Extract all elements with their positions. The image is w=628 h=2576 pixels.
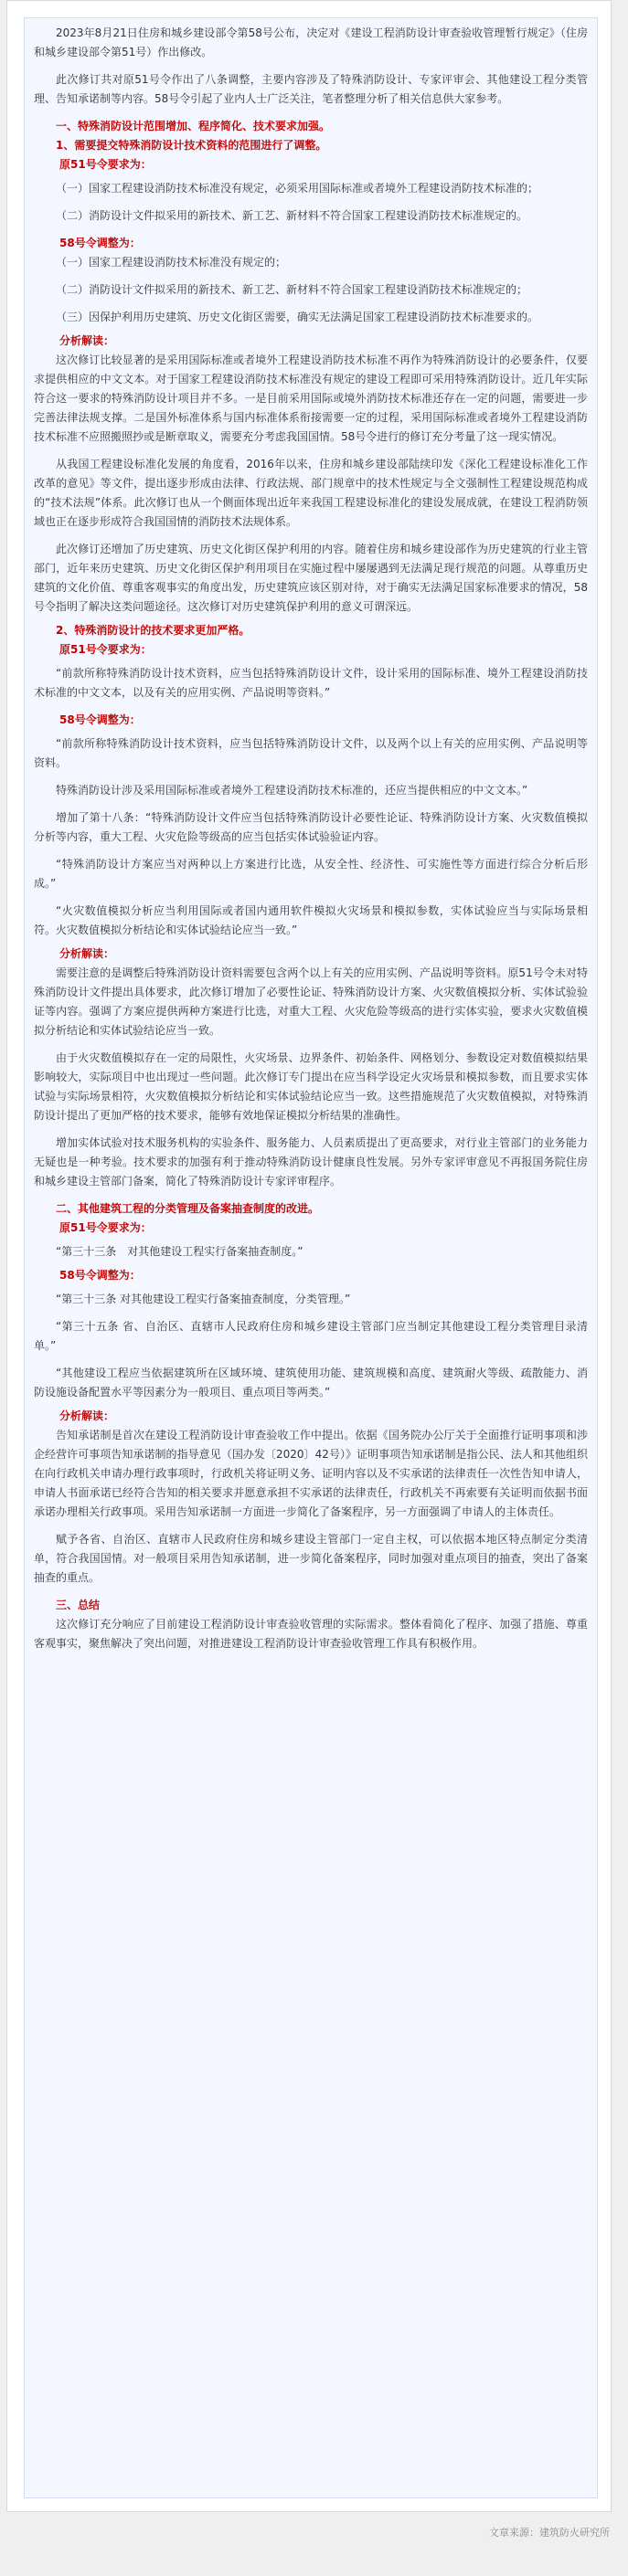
analysis-label: 分析解读：	[59, 1409, 115, 1422]
analysis-paragraph: 由于火灾数值模拟存在一定的局限性，火灾场景、边界条件、初始条件、网格划分、参数设定对数值模拟结果影响较大，实际项目中也出现过一些问题。此次修订专门提出在应当科学设定火灾场景和模拟参数，而且要求实体试验与实际场景相符，火灾数值模拟分析结论和实体试验结论应当一致。这些措施规范了火灾数值模拟，对特殊消防设计提出了更加严格的技术要求，能够有效地保证模拟分析结果的准确性。	[34, 1051, 588, 1122]
analysis-paragraph: 这次修订比较显著的是采用国际标准或者境外工程建设消防技术标准不再作为特殊消防设计的必要条件，仅要求提供相应的中文文本。对于国家工程建设消防技术标准没有规定的建设工程即可采用特殊消防设计。近几年实际符合这一要求的特殊消防设计项目并不多。一是目前采用国际或境外消防技术标准还存在一定的问题，需要进一步完善法律法规支撑。二是国外标准体系与国内标准体系衔接需要一定的过程，采用国际标准或者境外工程建设消防技术标准不应照搬照抄或是断章取义，需要充分考虑我国国情。58号令进行的修订充分考量了这一现实情况。	[34, 354, 588, 443]
orig-quote: “前款所称特殊消防设计技术资料，应当包括特殊消防设计文件，设计采用的国际标准、境外工程建设消防技术标准的中文文本，以及有关的应用实例、产品说明等资料。”	[34, 667, 588, 699]
new-quote: “火灾数值模拟分析应当利用国际或者国内通用软件模拟火灾场景和模拟参数，实体试验应当与实际场景相符。火灾数值模拟分析结论和实体试验结论应当一致。”	[34, 904, 588, 936]
analysis-label: 分析解读：	[59, 947, 115, 960]
analysis-paragraph: 从我国工程建设标准化发展的角度看，2016年以来，住房和城乡建设部陆续印发《深化工程建设标准化工作改革的意见》等文件，提出逐步形成由法律、行政法规、部门规章中的技术性规定与全文强制性工程建设规范构成的“技术法规”体系。此次修订也从一个侧面体现出近年来我国工程建设标准化的建设发展成就，在建设工程消防领域也正在逐步形成符合我国国情的消防技术法规体系。	[34, 458, 588, 528]
analysis-paragraph: 赋予各省、自治区、直辖市人民政府住房和城乡建设主管部门一定自主权，可以依据本地区特点制定分类清单，符合我国国情。对一般项目采用告知承诺制，进一步简化备案程序，同时加强对重点项目的抽查，突出了备案抽查的重点。	[34, 1533, 588, 1584]
new-quote: “特殊消防设计方案应当对两种以上方案进行比选，从安全性、经济性、可实施性等方面进行综合分析后形成。”	[34, 858, 588, 890]
analysis-paragraph: 告知承诺制是首次在建设工程消防设计审查验收工作中提出。依据《国务院办公厅关于全面推行证明事项和涉企经营许可事项告知承诺制的指导意见（国办发〔2020〕42号）》证明事项告知承诺制是指公民、法人和其他组织在向行政机关申请办理行政事项时，行政机关将证明义务、证明内容以及不实承诺的法律责任一次性告知申请人，申请人书面承诺已经符合告知的相关要求并愿意承担不实承诺的法律责任，行政机关不再索要有关证明而依据书面承诺办理相关行政事项。采用告知承诺制一方面进一步简化了备案程序，另一方面强调了申请人的主体责任。	[34, 1429, 588, 1518]
new-item-2: （二）消防设计文件拟采用的新技术、新工艺、新材料不符合国家工程建设消防技术标准规定的；	[56, 283, 528, 296]
new-label: 58号令调整为：	[59, 1269, 141, 1282]
orig-item-2: （二）消防设计文件拟采用的新技术、新工艺、新材料不符合国家工程建设消防技术标准规定的。	[56, 209, 528, 222]
new-quote: 特殊消防设计涉及采用国际标准或者境外工程建设消防技术标准的，还应当提供相应的中文文本。”	[56, 784, 528, 797]
section-1-sub-2-title: 2、特殊消防设计的技术要求更加严格。	[56, 624, 250, 637]
analysis-paragraph: 增加实体试验对技术服务机构的实验条件、服务能力、人员素质提出了更高要求，对行业主管部门的业务能力无疑也是一种考验。技术要求的加强有利于推动特殊消防设计健康良性发展。另外专家评审意见不再报国务院住房和城乡建设主管部门备案，简化了特殊消防设计专家评审程序。	[34, 1136, 588, 1188]
summary-paragraph: 这次修订充分响应了目前建设工程消防设计审查验收管理的实际需求。整体看简化了程序、加强了措施、尊重客观事实，聚焦解决了突出问题，对推进建设工程消防设计审查验收管理工作具有积极作用。	[34, 1618, 588, 1650]
new-quote: 增加了第十八条：“特殊消防设计文件应当包括特殊消防设计必要性论证、特殊消防设计方案、火灾数值模拟分析等内容，重大工程、火灾危险等级高的应当包括实体试验验证内容。	[34, 811, 588, 843]
section-1-title: 一、特殊消防设计范围增加、程序简化、技术要求加强。	[56, 120, 331, 132]
section-3-title: 三、总结	[56, 1599, 101, 1611]
section-2-title: 二、其他建筑工程的分类管理及备案抽查制度的改进。	[56, 1202, 320, 1215]
orig-label: 原51号令要求为：	[59, 1221, 152, 1234]
new-item-1: （一）国家工程建设消防技术标准没有规定的；	[56, 256, 287, 269]
new-label: 58号令调整为：	[59, 237, 141, 249]
new-label: 58号令调整为：	[59, 713, 141, 726]
new-quote: “第三十三条 对其他建设工程实行备案抽查制度，分类管理。”	[56, 1293, 351, 1305]
new-quote: “其他建设工程应当依据建筑所在区域环境、建筑使用功能、建筑规模和高度、建筑耐火等级、疏散能力、消防设施设备配置水平等因素分为一般项目、重点项目等两类。”	[34, 1367, 588, 1399]
intro-paragraph-2: 此次修订共对原51号令作出了八条调整，主要内容涉及了特殊消防设计、专家评审会、其他建设工程分类管理、告知承诺制等内容。58号令引起了业内人士广泛关注，笔者整理分析了相关信息供大家参考。	[34, 73, 588, 105]
article-body	[24, 17, 598, 2498]
orig-label: 原51号令要求为：	[59, 643, 152, 656]
orig-quote: “第三十三条 对其他建设工程实行备案抽查制度。”	[56, 1245, 303, 1258]
orig-item-1: （一）国家工程建设消防技术标准没有规定，必须采用国际标准或者境外工程建设消防技术标准的；	[56, 182, 539, 195]
section-1-sub-1-title: 1、需要提交特殊消防设计技术资料的范围进行了调整。	[56, 139, 327, 152]
article-card	[6, 0, 612, 2512]
analysis-paragraph: 此次修订还增加了历史建筑、历史文化街区保护利用的内容。随着住房和城乡建设部作为历史建筑的行业主管部门，近年来历史建筑、历史文化街区保护利用项目在实施过程中屡屡遇到无法满足现行规范的问题。从尊重历史建筑的文化价值、尊重客观事实的角度出发，历史建筑应该区别对待，对于确实无法满足国家标准要求的情况，58号令指明了解决这类问题途径。这次修订对历史建筑保护利用的意义可谓深远。	[34, 543, 588, 613]
new-quote: “第三十五条 省、自治区、直辖市人民政府住房和城乡建设主管部门应当制定其他建设工程分类管理目录清单。”	[34, 1320, 588, 1352]
analysis-paragraph: 需要注意的是调整后特殊消防设计资料需要包含两个以上有关的应用实例、产品说明等资料。原51号令未对特殊消防设计文件提出具体要求，此次修订增加了必要性论证、特殊消防设计方案、火灾数值模拟分析、实体试验验证等内容。强调了方案应提供两种方案进行比选，对重大工程、火灾危险等级高的进行实体实验，要求火灾数值模拟分析结论和实体试验结论应当一致。	[34, 966, 588, 1037]
new-quote: “前款所称特殊消防设计技术资料，应当包括特殊消防设计文件，以及两个以上有关的应用实例、产品说明等资料。	[34, 737, 588, 769]
analysis-label: 分析解读：	[59, 334, 115, 347]
orig-label: 原51号令要求为：	[59, 158, 152, 171]
article-source: 文章来源：建筑防火研究所	[489, 2527, 610, 2539]
intro-paragraph-1: 2023年8月21日住房和城乡建设部令第58号公布，决定对《建设工程消防设计审查验收管理暂行规定》（住房和城乡建设部令第51号）作出修改。	[34, 26, 588, 58]
new-item-3: （三）因保护利用历史建筑、历史文化街区需要，确实无法满足国家工程建设消防技术标准要求的。	[56, 311, 539, 323]
